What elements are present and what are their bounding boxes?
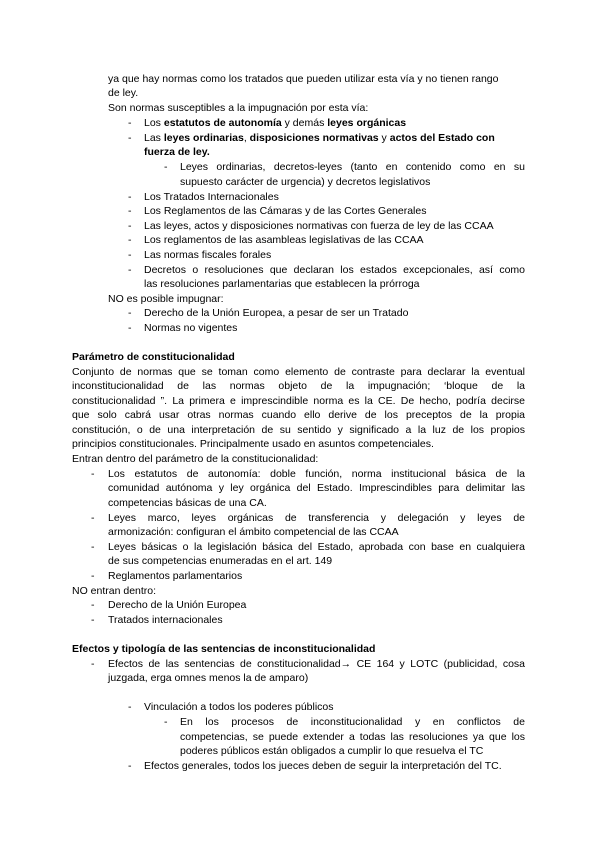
list-dash: - [128,191,132,203]
list-item-cont: juzgada, erga omnes menos la de amparo) [108,672,309,684]
sub-sublist-item-cont: poderes públicos están obligados a cumplir lo que resuelva el TC [180,745,484,757]
list-dash: - [91,599,95,611]
list-item: Derecho de la Unión Europea, a pesar de ser un Tratado [144,307,409,319]
list-item: Las normas fiscales forales [144,249,272,261]
sub-sublist-item-cont: competencias, se puede extender a todas las resoluciones ya que los [180,731,525,743]
list-item-leyes: Las leyes ordinarias, disposiciones normativas y actos del Estado con [144,132,495,144]
section-heading: Efectos y tipología de las sentencias de inconstitucionalidad [72,643,376,655]
paragraph-line: que solo cabrá usar otras normas cuando ello derive de los preceptos de la propia [72,409,525,421]
sublist-item-cont: supuesto carácter de urgencia) y decretos legislativos [180,176,431,188]
list-dash: - [128,205,132,217]
list-item: Los Tratados Internacionales [144,191,279,203]
list-item: Los reglamentos de las asambleas legislativas de las CCAA [144,234,424,246]
intro-line: de ley. [108,87,139,99]
paragraph-line: constitución, o de una interpretación de su sentido y significado a la luz de los propios [72,424,525,436]
no-entran-label: NO entran dentro: [72,585,157,597]
paragraph-line: Conjunto de normas que se toman como elemento de contraste para declarar la eventual [72,366,525,378]
list-item: Las leyes, actos y disposiciones normativas con fuerza de ley de las CCAA [144,220,494,232]
list-dash: - [128,220,132,232]
section-heading: Parámetro de constitucionalidad [72,351,235,363]
entran-label: Entran dentro del parámetro de la constitucionalidad: [72,453,319,465]
list-item-cont: comunidad autónoma y ley orgánica del Estado. Imprescindibles para delimitar las [108,482,525,494]
no-impugnar-label: NO es posible impugnar: [108,293,224,305]
list-dash: - [128,249,132,261]
list-dash: - [128,322,132,334]
list-item-cont: de sus competencias enumeradas en el art. 149 [108,555,333,567]
list-dash: - [91,570,95,582]
list-item-leyes-cont: fuerza de ley. [144,146,210,158]
list-dash: - [91,614,95,626]
list-item: Los estatutos de autonomía: doble función, norma institucional básica de la [108,468,525,480]
list-dash: - [128,307,132,319]
list-item: Normas no vigentes [144,322,238,334]
list-item-estatutos: Los estatutos de autonomía y demás leyes orgánicas [144,117,407,129]
list-dash: - [164,161,168,173]
list-item-decretos-cont: las resoluciones parlamentarias que establecen la prórroga [144,278,420,290]
paragraph-line: inconstitucionalidad de las normas objeto de la impugnación; ‘bloque de la [72,380,525,392]
list-dash: - [128,701,132,713]
list-item: Los Reglamentos de las Cámaras y de las Cortes Generales [144,205,427,217]
susceptibles-label: Son normas susceptibles a la impugnación por esta vía: [108,102,369,114]
list-item: Derecho de la Unión Europea [108,599,247,611]
list-dash: - [128,760,132,772]
sublist-item: Vinculación a todos los poderes públicos [144,701,334,713]
intro-line: ya que hay normas como los tratados que pueden utilizar esta vía y no tienen rango [108,73,499,85]
list-dash: - [164,716,168,728]
list-item: Tratados internacionales [108,614,223,626]
list-dash: - [128,132,132,144]
sublist-item: Efectos generales, todos los jueces deben de seguir la interpretación del TC. [144,760,502,772]
sublist-item: Leyes ordinarias, decretos-leyes (tanto en contenido como en su [180,161,525,173]
list-item: Leyes básicas o la legislación básica del Estado, aprobada con base en cualquiera [108,541,525,553]
list-item: Reglamentos parlamentarios [108,570,243,582]
list-item-cont: armonización: configuran el ámbito competencial de las CCAA [108,526,399,538]
list-dash: - [91,512,95,524]
list-item-cont: competencias básicas de una CA. [108,497,267,509]
list-dash: - [91,658,95,670]
list-dash: - [91,468,95,480]
list-item: Leyes marco, leyes orgánicas de transferencia y delegación y leyes de [108,512,525,524]
list-dash: - [128,234,132,246]
list-dash: - [91,541,95,553]
list-dash: - [128,117,132,129]
list-dash: - [128,264,132,276]
list-item: Efectos de las sentencias de constitucionalidad→ CE 164 y LOTC (publicidad, cosa [108,658,525,670]
paragraph-line: constitucionalidad ”. La primera e imprescindible norma es la CE. De hecho, podría decirse [72,395,525,407]
sub-sublist-item: En los procesos de inconstitucionalidad y en conflictos de [180,716,525,728]
paragraph-line: principios constitucionales. Principalmente usado en asuntos competenciales. [72,438,434,450]
list-item-decretos: Decretos o resoluciones que declaran los estados excepcionales, así como [144,264,525,276]
